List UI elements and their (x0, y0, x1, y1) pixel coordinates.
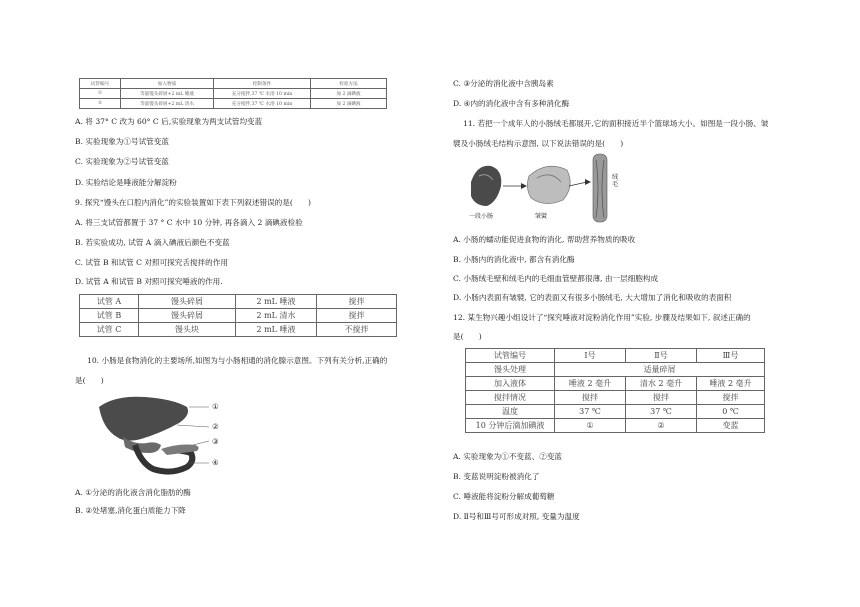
q11-option-c: C. 小肠绒毛壁和绒毛内的毛细血管壁都很薄, 由一层细胞构成 (453, 274, 659, 283)
table-cell: 2 mL 唾液 (236, 295, 317, 309)
experiment-table-3 (465, 348, 765, 433)
table-header: 试管编号 (80, 79, 121, 89)
q8-option-a: A. 将 37° C 改为 60° C 后,实验现象为两支试管均变蓝 (75, 117, 263, 126)
q10-option-b: B. ②处堵塞,消化蛋白质能力下降 (75, 506, 186, 515)
table-header: Ⅲ号 (697, 349, 765, 363)
table-row (466, 363, 765, 377)
table-row (466, 377, 765, 391)
table-cell: ② (80, 99, 121, 109)
table-header: 试管编号 (466, 349, 555, 363)
q8-option-c: C. 实验现象为②号试管变蓝 (75, 157, 169, 166)
q11-option-b: B. 小肠内的消化液中, 都含有消化酶 (453, 255, 575, 264)
experiment-table-2 (79, 294, 397, 337)
table-header: 加入物质 (121, 79, 214, 89)
table-header-row (80, 79, 387, 89)
q12-option-a: A. 实验现象为①不变蓝、②变蓝 (453, 452, 563, 461)
table-row (80, 295, 397, 309)
table-cell: 变蓝 (697, 419, 765, 433)
q12-option-d: D. Ⅱ号和Ⅲ号可形成对照, 变量为温度 (453, 512, 580, 521)
table-cell: 0 ℃ (697, 405, 765, 419)
table-cell: 不搅拌 (317, 323, 397, 337)
q12-option-c: C. 唾液能将淀粉分解成葡萄糖 (453, 492, 555, 501)
table-cell: ② (626, 419, 697, 433)
q10-option-c: C. ③分泌的消化液中含胰岛素 (453, 79, 554, 88)
q10-option-a: A. ①分泌的消化液含消化脂肪的酶 (75, 488, 191, 497)
q11-stem-cont: 襞及小肠绒毛结构示意图, 以下说法错误的是( ) (453, 139, 624, 148)
table-row (80, 89, 387, 99)
table-cell: 馒头块 (139, 323, 236, 337)
table-cell: 搅拌 (317, 309, 397, 323)
table-cell: 37 ℃ (626, 405, 697, 419)
q12-stem-cont: 是( ) (453, 332, 482, 341)
figure-label-1: ① (212, 402, 219, 411)
figure-label-2: ② (212, 422, 219, 431)
table-cell: 10 分钟后滴加碘液 (466, 419, 555, 433)
table-cell: 加 2 滴碘液 (311, 99, 387, 109)
table-cell: 馒头处理 (466, 363, 555, 377)
q11-option-a: A. 小肠的蠕动能促进食物的消化, 帮助营养物质的吸收 (453, 235, 636, 244)
table-cell: 2 mL 清水 (236, 309, 317, 323)
table-cell: 等量馒头碎屑+2 mL 清水 (121, 99, 214, 109)
q8-option-d: D. 实验结论是唾液能分解淀粉 (75, 178, 177, 187)
table-cell: 搅拌情况 (466, 391, 555, 405)
table-cell: 唾液 2 毫升 (555, 377, 626, 391)
table-cell: 37 ℃ (555, 405, 626, 419)
table-cell: 试管 A (80, 295, 139, 309)
table-cell: 加入液体 (466, 377, 555, 391)
table-row (80, 99, 387, 109)
q10-option-d: D. ④内的消化液中含有多种消化酶 (453, 99, 570, 108)
q11-stem: 11. 若把一个成年人的小肠绒毛都展开,它的面积接近半个篮球场大小。如图是一段小肠、皱 (463, 119, 769, 128)
q9-option-a: A. 将三支试管都置于 37 ° C 水中 10 分钟, 再各滴入 2 滴碘液检验 (75, 218, 303, 227)
table-cell: 适量碎屑 (555, 363, 765, 377)
table-row (466, 391, 765, 405)
table-header: 检验方法 (311, 79, 387, 89)
table-cell: 加 2 滴碘液 (311, 89, 387, 99)
table-header-row (466, 349, 765, 363)
table-cell: 等量馒头碎屑+2 mL 唾液 (121, 89, 214, 99)
table-cell: 试管 B (80, 309, 139, 323)
q8-option-b: B. 实验现象为①号试管变蓝 (75, 137, 169, 146)
table-cell: 试管 C (80, 323, 139, 337)
table-row (80, 323, 397, 337)
q9-stem: 9. 探究“馒头在口腔内消化”的实验装置如下表下列叙述错误的是( ) (75, 198, 311, 207)
q11-option-d: D. 小肠内表面有皱襞, 它的表面又有很多小肠绒毛, 大大增加了消化和吸收的表面积 (453, 293, 732, 302)
table-row (466, 419, 765, 433)
table-cell: 馒头碎屑 (139, 295, 236, 309)
figure-label-4: ④ (212, 458, 219, 467)
table-cell: ① (80, 89, 121, 99)
table-cell: 清水 2 毫升 (626, 377, 697, 391)
table-cell: ① (555, 419, 626, 433)
table-header: Ⅰ号 (555, 349, 626, 363)
q12-option-b: B. 变蓝说明淀粉被消化了 (453, 472, 540, 481)
table-cell: 充分搅拌,37 ℃ 水浴 10 min (214, 99, 311, 109)
table-cell: 搅拌 (697, 391, 765, 405)
table-cell: 搅拌 (626, 391, 697, 405)
q10-stem-cont: 是( ) (75, 376, 104, 385)
q9-option-c: C. 试管 B 和试管 C 对照可探究舌搅拌的作用 (75, 258, 228, 267)
villus-label: 绒毛 (612, 174, 619, 188)
table-cell: 充分搅拌,37 ℃ 水浴 10 min (214, 89, 311, 99)
table-cell: 馒头碎屑 (139, 309, 236, 323)
table-row (80, 309, 397, 323)
table-row (466, 405, 765, 419)
fold-label: 皱襞 (535, 213, 548, 220)
q9-option-d: D. 试管 A 和试管 B 对照可探究唾液的作用. (75, 277, 223, 286)
table-cell: 2 mL 唾液 (236, 323, 317, 337)
experiment-table-1 (79, 78, 387, 109)
table-header: Ⅱ号 (626, 349, 697, 363)
q9-option-b: B. 若实验成功, 试管 A 滴入碘液后颜色不变蓝 (75, 238, 230, 247)
table-cell: 搅拌 (317, 295, 397, 309)
intestine-segment-label: 一段小肠 (469, 213, 494, 220)
table-cell: 唾液 2 毫升 (697, 377, 765, 391)
figure-label-3: ③ (212, 437, 219, 446)
q12-stem: 12. 某生物兴趣小组设计了“探究唾液对淀粉消化作用”实验, 步骤及结果如下, 叙述正确的 (453, 313, 751, 322)
table-cell: 搅拌 (555, 391, 626, 405)
table-header: 控制条件 (214, 79, 311, 89)
q10-stem: 10. 小肠是食物消化的主要场所,如图为与小肠相通的消化腺示意图。下列有关分析,正确的 (87, 356, 388, 365)
table-cell: 温度 (466, 405, 555, 419)
